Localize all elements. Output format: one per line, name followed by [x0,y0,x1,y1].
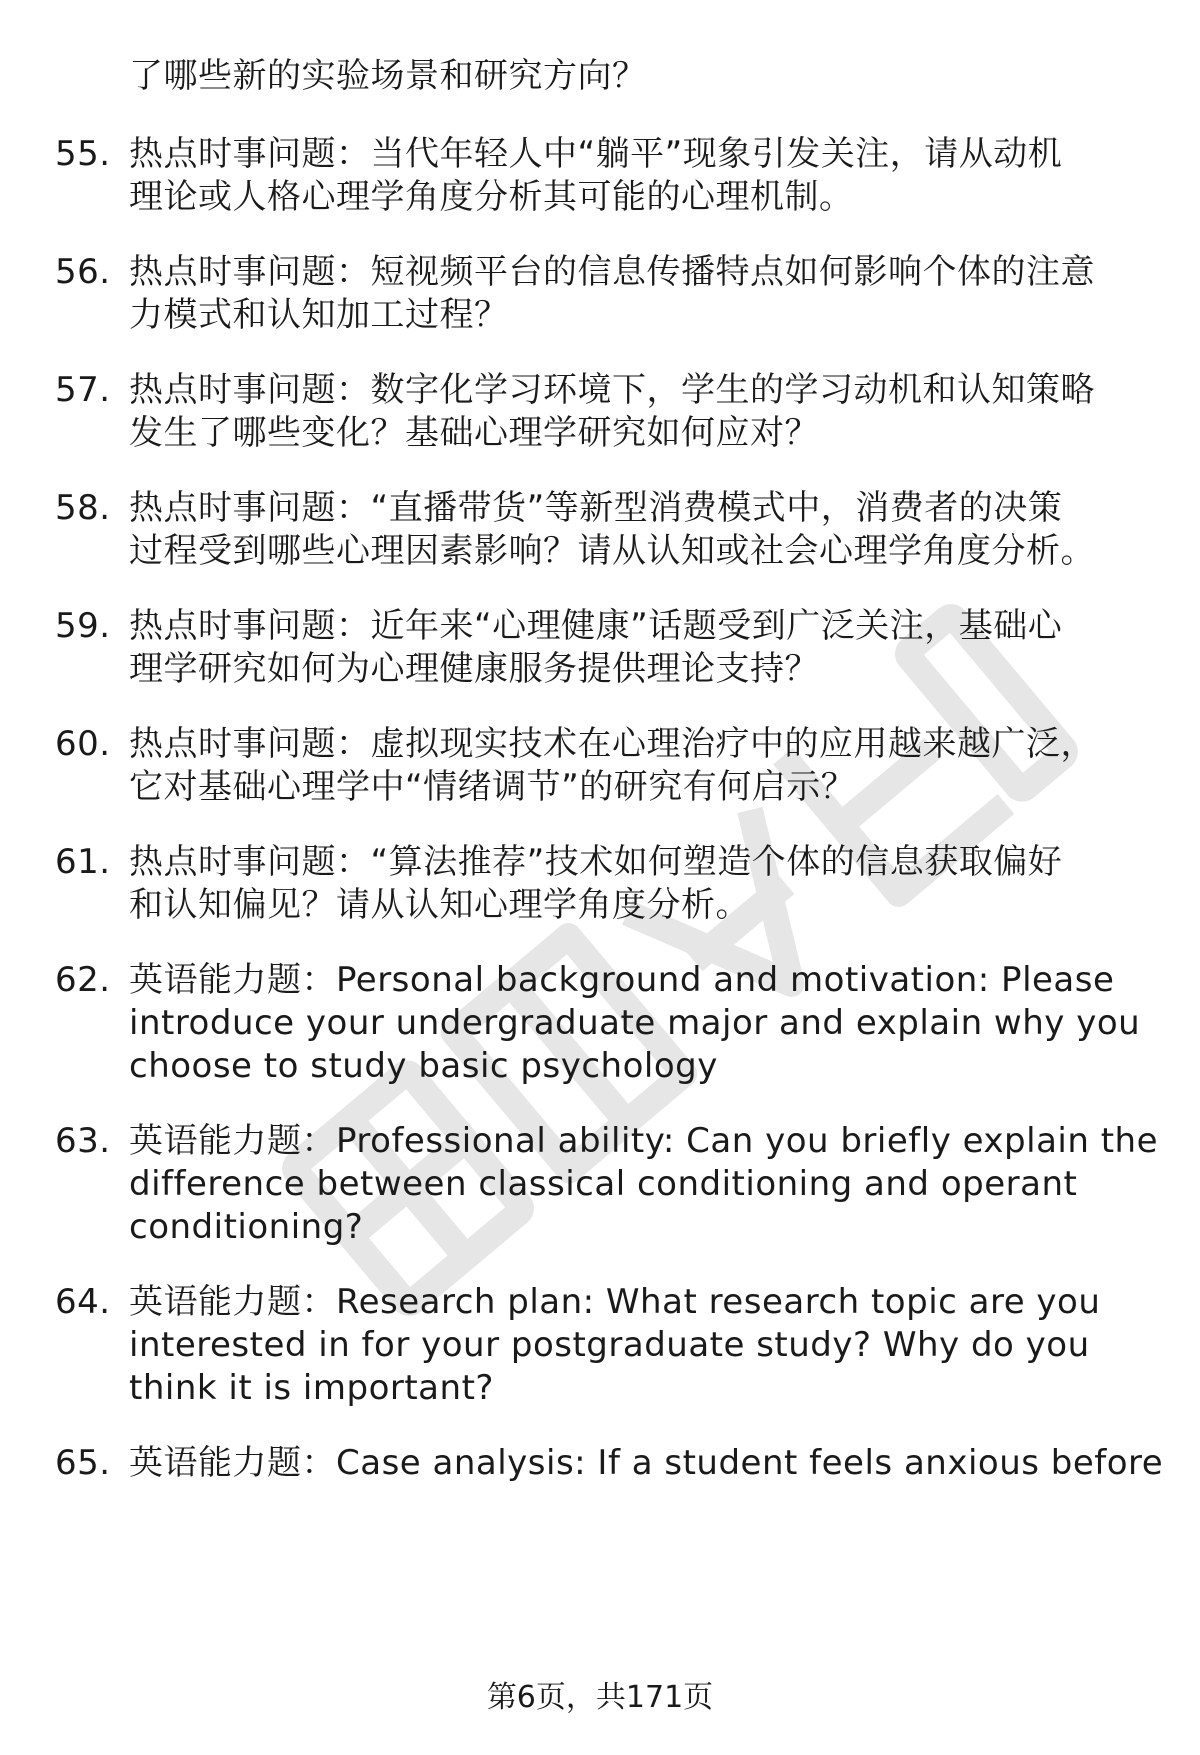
question-text-line: difference between classical conditioning and operant [129,1164,1078,1204]
question-text-line: 热点时事问题：近年来“心理健康”话题受到广泛关注，基础心 [129,606,1063,646]
question-text-line: 英语能力题：Research plan: What research topic are you [129,1282,1101,1322]
question-text-line: 力模式和认知加工过程？ [129,295,509,335]
question-number: 57. [55,370,111,410]
question-text-line: introduce your undergraduate major and explain why you [129,1003,1141,1043]
question-number: 65. [55,1443,111,1483]
question-number: 61. [55,842,111,882]
page-footer: 第6页，共171页 [486,1680,714,1715]
question-text-line: 热点时事问题：短视频平台的信息传播特点如何影响个体的注意 [129,252,1095,292]
question-number: 63. [55,1121,111,1161]
question-text-line: choose to study basic psychology [129,1046,718,1086]
question-text-line: 英语能力题：Personal background and motivation: Please [129,960,1115,1000]
question-text-line: 过程受到哪些心理因素影响？请从认知或社会心理学角度分析。 [129,531,1095,571]
question-number: 58. [55,488,111,528]
question-number: 59. [55,606,111,646]
question-text-line: think it is important? [129,1368,494,1408]
question-text-line: 发生了哪些变化？基础心理学研究如何应对？ [129,413,819,453]
question-number: 56. [55,252,111,292]
question-text-line: 英语能力题：Professional ability: Can you briefly explain the [129,1121,1159,1161]
question-number: 60. [55,724,111,764]
question-text-line: conditioning? [129,1207,364,1247]
continuation-text: 了哪些新的实验场景和研究方向？ [129,56,647,96]
question-text-line: 英语能力题：Case analysis: If a student feels anxious before [129,1443,1164,1483]
question-text-line: 热点时事问题：当代年轻人中“躺平”现象引发关注，请从动机 [129,134,1063,174]
question-text-line: 它对基础心理学中“情绪调节”的研究有何启示？ [129,767,856,807]
question-text-line: 和认知偏见？请从认知心理学角度分析。 [129,885,750,925]
question-text-line: 热点时事问题：数字化学习环境下，学生的学习动机和认知策略 [129,370,1095,410]
question-text-line: 热点时事问题：“算法推荐”技术如何塑造个体的信息获取偏好 [129,842,1063,882]
question-number: 62. [55,960,111,1000]
question-text-line: 理学研究如何为心理健康服务提供理论支持？ [129,649,819,689]
question-text-line: 热点时事问题：“直播带货”等新型消费模式中，消费者的决策 [129,488,1063,528]
question-number: 64. [55,1282,111,1322]
question-number: 55. [55,134,111,174]
question-text-line: 热点时事问题：虚拟现实技术在心理治疗中的应用越来越广泛， [129,724,1095,764]
question-text-line: 理论或人格心理学角度分析其可能的心理机制。 [129,177,854,217]
question-text-line: interested in for your postgraduate study? Why do you [129,1325,1090,1365]
